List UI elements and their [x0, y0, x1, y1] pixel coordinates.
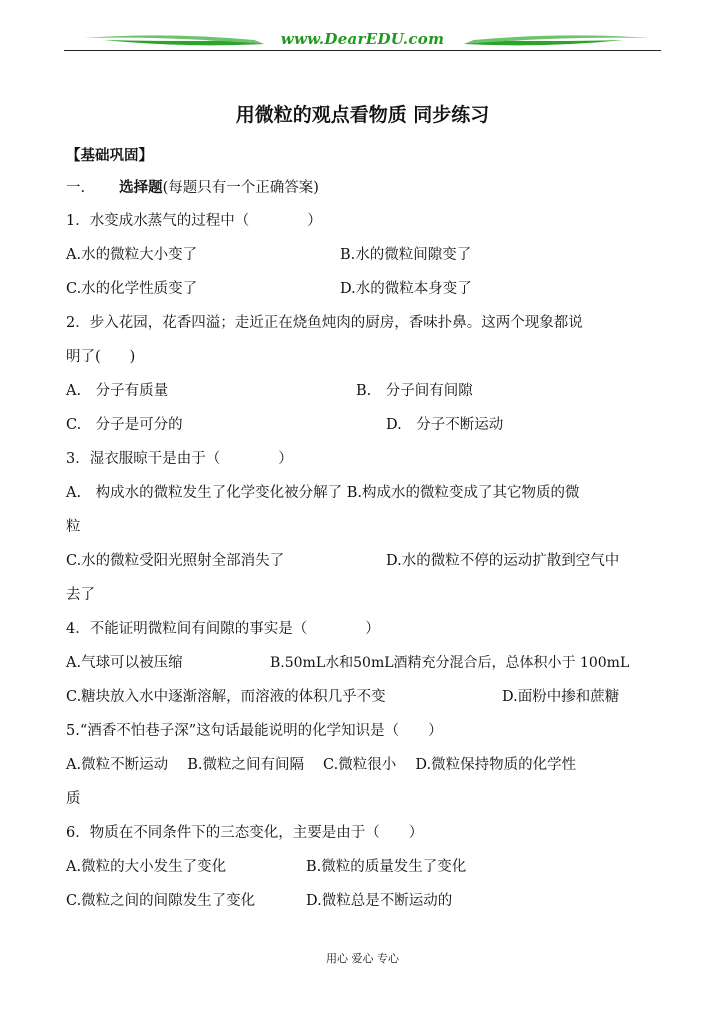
q3-option-d: D.水的微粒不停的运动扩散到空气中 — [386, 553, 620, 569]
q3-options-ab-cont: 粒 — [66, 519, 81, 535]
q4-option-c: C.糖块放入水中逐渐溶解，而溶液的体积几乎不变 — [66, 689, 386, 705]
q2-option-d: D. 分子不断运动 — [386, 417, 504, 433]
q2-stem-line1: 2．步入花园，花香四溢；走近正在烧鱼炖肉的厨房，香味扑鼻。这两个现象都说 — [66, 315, 583, 331]
q1-option-b: B.水的微粒间隙变了 — [340, 247, 472, 263]
q6-option-d: D.微粒总是不断运动的 — [306, 893, 453, 909]
q1-option-a: A.水的微粒大小变了 — [66, 247, 198, 263]
q4-option-d: D.面粉中掺和蔗糖 — [502, 689, 620, 705]
page-footer: 用心 爱心 专心 — [326, 952, 399, 965]
q3-option-d-cont: 去了 — [66, 587, 95, 603]
part-label: 选择题 — [119, 180, 163, 196]
page-title: 用微粒的观点看物质 同步练习 — [235, 104, 490, 126]
q2-option-c: C. 分子是可分的 — [66, 417, 183, 433]
q6-option-b: B.微粒的质量发生了变化 — [306, 859, 467, 875]
q5-stem: 5.“酒香不怕巷子深”这句话最能说明的化学知识是（ ） — [66, 723, 443, 739]
section-heading: 【基础巩固】 — [66, 148, 153, 164]
part-note: (每题只有一个正确答案) — [162, 180, 319, 196]
header-brand: www.DearEDU.com — [280, 30, 445, 48]
q5-options-cont: 质 — [66, 791, 81, 807]
q6-option-a: A.微粒的大小发生了变化 — [66, 859, 227, 875]
q4-option-a: A.气球可以被压缩 — [66, 655, 183, 671]
q1-option-c: C.水的化学性质变了 — [66, 281, 198, 297]
q1-option-d: D.水的微粒本身变了 — [340, 281, 472, 297]
q4-stem: 4．不能证明微粒间有间隙的事实是（ ） — [66, 621, 380, 637]
q4-option-b: B.50mL水和50mL酒精充分混合后，总体积小于 100mL — [270, 655, 630, 671]
q6-option-c: C.微粒之间的间隙发生了变化 — [66, 893, 256, 909]
q1-stem: 1．水变成水蒸气的过程中（ ） — [66, 213, 322, 229]
q3-stem: 3．湿衣服晾干是由于（ ） — [66, 451, 293, 467]
q6-stem: 6．物质在不同条件下的三态变化，主要是由于（ ） — [66, 825, 424, 841]
q2-option-a: A. 分子有质量 — [66, 383, 169, 399]
part-number: 一. — [66, 180, 86, 196]
q2-option-b: B. 分子间有间隙 — [356, 383, 473, 399]
q5-options: A.微粒不断运动 B.微粒之间有间隔 C.微粒很小 D.微粒保持物质的化学性 — [66, 757, 577, 773]
q3-options-ab: A. 构成水的微粒发生了化学变化被分解了 B.构成水的微粒变成了其它物质的微 — [66, 485, 580, 501]
header-rule — [64, 50, 661, 51]
q3-option-c: C.水的微粒受阳光照射全部消失了 — [66, 553, 285, 569]
q2-stem-line2: 明了( ) — [66, 349, 136, 365]
part-heading — [66, 178, 319, 198]
